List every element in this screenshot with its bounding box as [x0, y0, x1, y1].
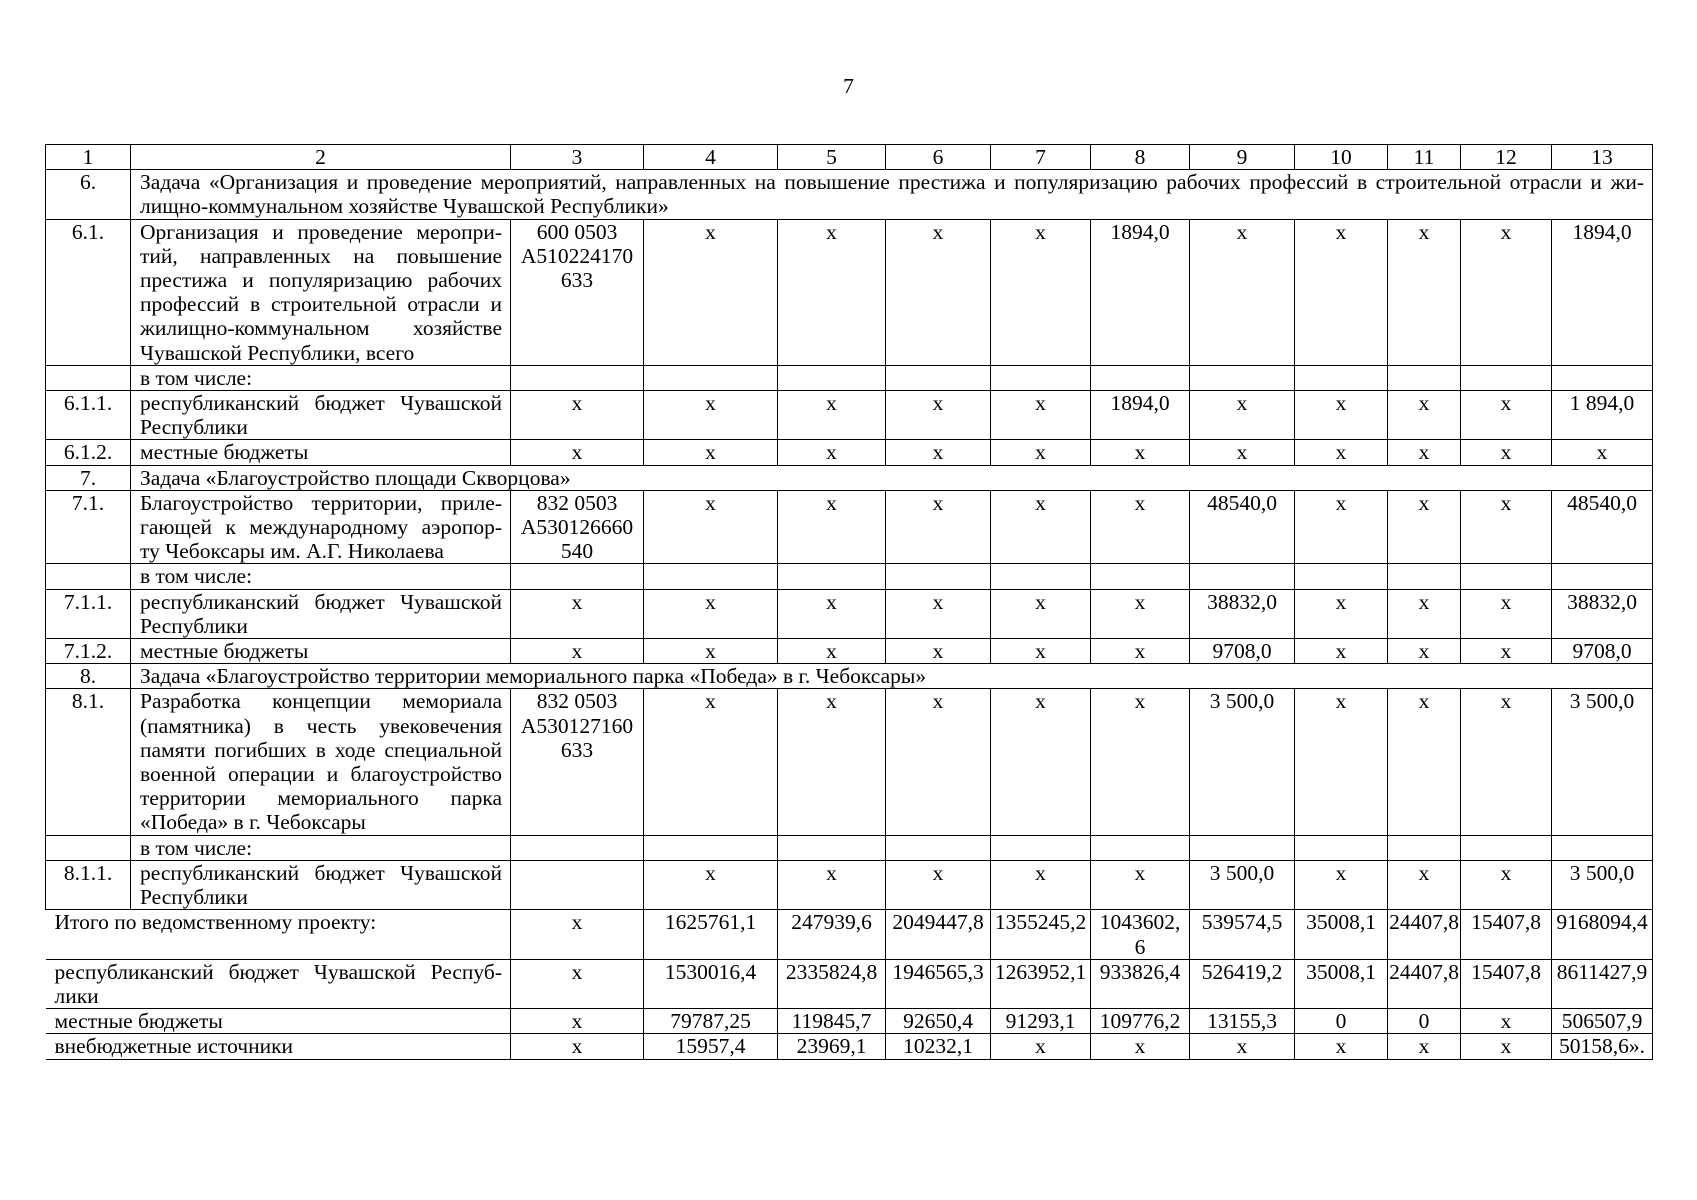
value-cell-col-7: х	[991, 490, 1091, 564]
text-line: 6	[1134, 934, 1146, 959]
total-value-cell-col-5: 2335824,8	[778, 959, 886, 1008]
value-cell-col-11	[1388, 365, 1461, 390]
value-cell-col-10	[1295, 365, 1388, 390]
text-line: гающей к международному аэропор-	[140, 515, 502, 540]
row-number-cell: 8.1.1.	[46, 860, 131, 909]
row-number-cell	[46, 835, 131, 860]
value-cell-col-7: х	[991, 689, 1091, 835]
total-value-cell-col-12: 15407,8	[1461, 959, 1552, 1008]
value-cell-col-13: 3 500,0	[1552, 689, 1653, 835]
text-line: А510224170	[520, 243, 634, 268]
text-line: Благоустройство территории, приле-	[140, 490, 502, 515]
column-number-header: 5	[778, 145, 886, 170]
value-cell-col-10: х	[1295, 219, 1388, 365]
row-name-cell	[131, 639, 511, 664]
budget-code-cell	[511, 490, 644, 564]
total-value-cell-col-13: 50158,6».	[1552, 1034, 1653, 1059]
text-line: 832 0503	[536, 689, 618, 714]
column-number-header: 13	[1552, 145, 1653, 170]
text-line: республиканский бюджет Чувашской	[140, 589, 502, 614]
value-cell-col-4: х	[644, 689, 778, 835]
value-cell-col-13	[1552, 365, 1653, 390]
value-cell-col-10	[1295, 835, 1388, 860]
value-cell-col-6	[886, 835, 991, 860]
text-line: памяти погибших в ходе специальной	[140, 737, 502, 762]
text-line: ту Чебоксары им. А.Г. Николаева	[140, 539, 444, 564]
table-row	[46, 689, 1653, 835]
total-code-cell: х	[511, 910, 644, 959]
value-cell-col-11: х	[1388, 589, 1461, 638]
value-cell-col-7: х	[991, 639, 1091, 664]
table-row	[46, 490, 1653, 564]
total-value-cell-col-7: 91293,1	[991, 1009, 1091, 1034]
total-label-cell	[46, 910, 511, 959]
value-cell-col-8: х	[1091, 860, 1190, 909]
text-line: территории мемориального парка	[140, 786, 502, 811]
text-line: х	[571, 589, 583, 614]
value-cell-col-8	[1091, 365, 1190, 390]
value-cell-col-5	[778, 365, 886, 390]
text-line: х	[571, 440, 583, 465]
total-value-cell-col-9: 526419,2	[1190, 959, 1295, 1008]
column-number-header: 9	[1190, 145, 1295, 170]
budget-code-cell	[511, 365, 644, 390]
column-number-header: 2	[131, 145, 511, 170]
row-number-cell	[46, 365, 131, 390]
value-cell-col-8: 1894,0	[1091, 219, 1190, 365]
value-cell-col-10: х	[1295, 689, 1388, 835]
budget-code-cell	[511, 835, 644, 860]
text-line: Республики	[140, 613, 248, 638]
table-row	[46, 639, 1653, 664]
text-line: А530127160	[520, 713, 634, 738]
budget-code-cell	[511, 689, 644, 835]
budget-code-cell	[511, 391, 644, 440]
value-cell-col-7	[991, 564, 1091, 589]
text-line: местные бюджеты	[54, 1009, 223, 1034]
text-line: 600 0503	[536, 219, 618, 244]
text-line: Разработка концепции мемориала	[140, 689, 502, 714]
value-cell-col-6	[886, 564, 991, 589]
row-name-cell	[131, 689, 511, 835]
value-cell-col-9	[1190, 835, 1295, 860]
text-line: местные бюджеты	[140, 639, 309, 664]
value-cell-col-12: х	[1461, 440, 1552, 465]
value-cell-col-12	[1461, 365, 1552, 390]
value-cell-col-11: х	[1388, 639, 1461, 664]
value-cell-col-4: х	[644, 860, 778, 909]
total-code-cell: х	[511, 959, 644, 1008]
value-cell-col-6: х	[886, 391, 991, 440]
total-value-cell-col-10: х	[1295, 1034, 1388, 1059]
value-cell-col-10: х	[1295, 490, 1388, 564]
task-title-cell	[131, 465, 1653, 490]
task-row	[46, 170, 1653, 219]
value-cell-col-13	[1552, 564, 1653, 589]
value-cell-col-8: х	[1091, 490, 1190, 564]
total-value-cell-col-10: 0	[1295, 1009, 1388, 1034]
total-value-cell-col-4: 15957,4	[644, 1034, 778, 1059]
value-cell-col-13: 38832,0	[1552, 589, 1653, 638]
value-cell-col-8: х	[1091, 440, 1190, 465]
value-cell-col-6: х	[886, 490, 991, 564]
text-line: местные бюджеты	[140, 440, 309, 465]
text-line: престижа и популяризацию рабочих	[140, 268, 502, 293]
total-value-cell-col-13: 506507,9	[1552, 1009, 1653, 1034]
value-cell-col-11: х	[1388, 440, 1461, 465]
total-label-cell	[46, 959, 511, 1008]
total-value-cell-col-11: 24407,8	[1388, 910, 1461, 959]
row-name-cell	[131, 835, 511, 860]
row-name-cell	[131, 589, 511, 638]
value-cell-col-9: 38832,0	[1190, 589, 1295, 638]
total-value-cell-col-12: х	[1461, 1009, 1552, 1034]
row-name-cell	[131, 219, 511, 365]
budget-code-cell	[511, 589, 644, 638]
value-cell-col-12	[1461, 835, 1552, 860]
value-cell-col-10: х	[1295, 440, 1388, 465]
text-line: Чувашской Республики, всего	[140, 340, 415, 365]
row-number-cell: 7.1.1.	[46, 589, 131, 638]
text-line: А530126660	[520, 515, 634, 540]
row-name-cell	[131, 860, 511, 909]
value-cell-col-4: х	[644, 391, 778, 440]
total-value-cell-col-6: 2049447,8	[886, 910, 991, 959]
text-line: Задача «Благоустройство площади Скворцова»	[140, 465, 571, 490]
text-line: профессий в строительной отрасли и	[140, 292, 502, 317]
budget-code-cell	[511, 219, 644, 365]
total-value-cell-col-9: х	[1190, 1034, 1295, 1059]
total-value-cell-col-5: 23969,1	[778, 1034, 886, 1059]
budget-code-cell	[511, 564, 644, 589]
total-value-cell-col-8: х	[1091, 1034, 1190, 1059]
value-cell-col-6: х	[886, 639, 991, 664]
value-cell-col-11: х	[1388, 860, 1461, 909]
text-line: «Победа» в г. Чебоксары	[140, 810, 366, 835]
total-code-cell: х	[511, 1034, 644, 1059]
text-line: внебюджетные источники	[54, 1034, 294, 1059]
total-value-cell-col-9: 539574,5	[1190, 910, 1295, 959]
text-line: Итого по ведомственному проекту:	[54, 910, 377, 935]
budget-code-cell	[511, 639, 644, 664]
row-number-cell: 8.1.	[46, 689, 131, 835]
text-line: х	[571, 391, 583, 416]
value-cell-col-4	[644, 365, 778, 390]
value-cell-col-10: х	[1295, 639, 1388, 664]
value-cell-col-7	[991, 365, 1091, 390]
row-number-cell: 6.1.1.	[46, 391, 131, 440]
text-line: республиканский бюджет Чувашской	[140, 391, 502, 416]
value-cell-col-6: х	[886, 860, 991, 909]
value-cell-col-5: х	[778, 391, 886, 440]
value-cell-col-12: х	[1461, 639, 1552, 664]
total-value-cell-col-7: 1263952,1	[991, 959, 1091, 1008]
total-value-cell-col-4: 1530016,4	[644, 959, 778, 1008]
value-cell-col-7: х	[991, 391, 1091, 440]
row-name-cell	[131, 391, 511, 440]
text-line: тий, направленных на повышение	[140, 243, 502, 268]
value-cell-col-4	[644, 835, 778, 860]
total-label-cell	[46, 1034, 511, 1059]
text-line: жилищно-коммунальном хозяйстве	[140, 316, 502, 341]
row-number-cell: 6.1.2.	[46, 440, 131, 465]
value-cell-col-13: 1894,0	[1552, 219, 1653, 365]
value-cell-col-6: х	[886, 589, 991, 638]
value-cell-col-5: х	[778, 860, 886, 909]
value-cell-col-8: х	[1091, 689, 1190, 835]
task-title-cell	[131, 664, 1653, 689]
value-cell-col-7: х	[991, 440, 1091, 465]
value-cell-col-9: х	[1190, 219, 1295, 365]
budget-table	[45, 144, 1653, 1060]
value-cell-col-9: 3 500,0	[1190, 860, 1295, 909]
page-number: 7	[843, 74, 854, 98]
column-number-header: 11	[1388, 145, 1461, 170]
budget-code-cell	[511, 440, 644, 465]
row-name-cell	[131, 490, 511, 564]
total-value-cell-col-13: 8611427,9	[1552, 959, 1653, 1008]
total-value-cell-col-10: 35008,1	[1295, 959, 1388, 1008]
total-value-cell-col-10: 35008,1	[1295, 910, 1388, 959]
value-cell-col-12: х	[1461, 589, 1552, 638]
value-cell-col-8	[1091, 564, 1190, 589]
value-cell-col-13: 1 894,0	[1552, 391, 1653, 440]
value-cell-col-6: х	[886, 440, 991, 465]
value-cell-col-12: х	[1461, 689, 1552, 835]
total-value-cell-col-5: 119845,7	[778, 1009, 886, 1034]
table-row	[46, 440, 1653, 465]
total-value-cell-col-11: 24407,8	[1388, 959, 1461, 1008]
column-number-header: 6	[886, 145, 991, 170]
column-number-header: 1	[46, 145, 131, 170]
row-name-cell	[131, 440, 511, 465]
value-cell-col-7: х	[991, 860, 1091, 909]
text-line: Организация и проведение меропри-	[140, 219, 502, 244]
total-value-cell-col-6: 10232,1	[886, 1034, 991, 1059]
total-value-cell-col-4: 1625761,1	[644, 910, 778, 959]
row-number-cell: 7.1.	[46, 490, 131, 564]
task-row	[46, 465, 1653, 490]
text-line: 832 0503	[536, 490, 618, 515]
value-cell-col-11: х	[1388, 391, 1461, 440]
text-line: в том числе:	[140, 835, 253, 860]
text-line: лики	[54, 983, 99, 1008]
total-value-cell-col-11: х	[1388, 1034, 1461, 1059]
row-number-cell: 6.1.	[46, 219, 131, 365]
value-cell-col-6: х	[886, 689, 991, 835]
total-value-cell-col-8: 109776,2	[1091, 1009, 1190, 1034]
task-title-cell	[131, 170, 1653, 219]
value-cell-col-5: х	[778, 689, 886, 835]
value-cell-col-10	[1295, 564, 1388, 589]
total-value-cell-col-8	[1091, 910, 1190, 959]
value-cell-col-9: 3 500,0	[1190, 689, 1295, 835]
value-cell-col-11: х	[1388, 219, 1461, 365]
total-value-cell-col-4: 79787,25	[644, 1009, 778, 1034]
value-cell-col-12: х	[1461, 219, 1552, 365]
total-value-cell-col-6: 92650,4	[886, 1009, 991, 1034]
value-cell-col-13: 48540,0	[1552, 490, 1653, 564]
value-cell-col-4: х	[644, 589, 778, 638]
table-row	[46, 365, 1653, 390]
value-cell-col-12	[1461, 564, 1552, 589]
column-number-header: 12	[1461, 145, 1552, 170]
text-line: военной операции и благоустройство	[140, 762, 502, 787]
total-value-cell-col-11: 0	[1388, 1009, 1461, 1034]
value-cell-col-13: 3 500,0	[1552, 860, 1653, 909]
column-number-header: 8	[1091, 145, 1190, 170]
total-value-cell-col-7: 1355245,2	[991, 910, 1091, 959]
value-cell-col-7	[991, 835, 1091, 860]
total-row	[46, 1034, 1653, 1059]
column-number-header: 3	[511, 145, 644, 170]
value-cell-col-12: х	[1461, 490, 1552, 564]
task-row	[46, 664, 1653, 689]
total-row	[46, 1009, 1653, 1034]
total-value-cell-col-6: 1946565,3	[886, 959, 991, 1008]
value-cell-col-11	[1388, 835, 1461, 860]
total-value-cell-col-9: 13155,3	[1190, 1009, 1295, 1034]
text-line: Задача «Благоустройство территории мемориального парка «Победа» в г. Чебоксары»	[140, 664, 927, 689]
value-cell-col-9	[1190, 564, 1295, 589]
total-value-cell-col-12: 15407,8	[1461, 910, 1552, 959]
table-row	[46, 219, 1653, 365]
value-cell-col-6: х	[886, 219, 991, 365]
total-value-cell-col-13: 9168094,4	[1552, 910, 1653, 959]
column-number-header: 10	[1295, 145, 1388, 170]
value-cell-col-4: х	[644, 219, 778, 365]
row-number-cell	[46, 564, 131, 589]
table-row	[46, 391, 1653, 440]
value-cell-col-4	[644, 564, 778, 589]
value-cell-col-5: х	[778, 490, 886, 564]
text-line: республиканский бюджет Чувашской Респуб-	[54, 959, 502, 984]
value-cell-col-9: х	[1190, 440, 1295, 465]
text-line: Республики	[140, 415, 248, 440]
value-cell-col-5	[778, 564, 886, 589]
task-number-cell: 8.	[46, 664, 131, 689]
value-cell-col-5: х	[778, 440, 886, 465]
value-cell-col-11	[1388, 564, 1461, 589]
total-row	[46, 910, 1653, 959]
value-cell-col-12: х	[1461, 391, 1552, 440]
value-cell-col-4: х	[644, 490, 778, 564]
total-code-cell: х	[511, 1009, 644, 1034]
value-cell-col-8	[1091, 835, 1190, 860]
column-number-header: 7	[991, 145, 1091, 170]
value-cell-col-9: х	[1190, 391, 1295, 440]
value-cell-col-10: х	[1295, 860, 1388, 909]
value-cell-col-11: х	[1388, 490, 1461, 564]
text-line: 633	[560, 737, 594, 762]
table-row	[46, 589, 1653, 638]
table-row	[46, 860, 1653, 909]
text-line: республиканский бюджет Чувашской	[140, 860, 502, 885]
value-cell-col-5	[778, 835, 886, 860]
total-value-cell-col-5: 247939,6	[778, 910, 886, 959]
table-body	[46, 145, 1653, 1060]
value-cell-col-8: х	[1091, 639, 1190, 664]
value-cell-col-13: х	[1552, 440, 1653, 465]
total-value-cell-col-8: 933826,4	[1091, 959, 1190, 1008]
text-line: (памятника) в честь увековечения	[140, 713, 502, 738]
value-cell-col-9: 48540,0	[1190, 490, 1295, 564]
task-number-cell: 6.	[46, 170, 131, 219]
budget-code-cell	[511, 860, 644, 909]
value-cell-col-7: х	[991, 589, 1091, 638]
value-cell-col-7: х	[991, 219, 1091, 365]
total-value-cell-col-7: х	[991, 1034, 1091, 1059]
column-number-row	[46, 145, 1653, 170]
value-cell-col-10: х	[1295, 391, 1388, 440]
value-cell-col-13: 9708,0	[1552, 639, 1653, 664]
text-line: в том числе:	[140, 564, 253, 589]
text-line: в том числе:	[140, 365, 253, 390]
text-line: Задача «Организация и проведение мероприятий, направленных на повышение престижа и популяризацию рабочих профессий в строительной отрасли и жи-	[140, 170, 1644, 195]
total-label-cell	[46, 1009, 511, 1034]
value-cell-col-5: х	[778, 639, 886, 664]
column-number-header: 4	[644, 145, 778, 170]
total-row	[46, 959, 1653, 1008]
value-cell-col-9	[1190, 365, 1295, 390]
row-name-cell	[131, 365, 511, 390]
text-line: х	[571, 639, 583, 664]
value-cell-col-13	[1552, 835, 1653, 860]
task-number-cell: 7.	[46, 465, 131, 490]
value-cell-col-12: х	[1461, 860, 1552, 909]
total-value-cell-col-12: х	[1461, 1034, 1552, 1059]
value-cell-col-8: 1894,0	[1091, 391, 1190, 440]
value-cell-col-11: х	[1388, 689, 1461, 835]
row-number-cell: 7.1.2.	[46, 639, 131, 664]
text-line: 540	[560, 539, 594, 564]
value-cell-col-8: х	[1091, 589, 1190, 638]
value-cell-col-4: х	[644, 440, 778, 465]
value-cell-col-4: х	[644, 639, 778, 664]
text-line: 1043602,	[1099, 910, 1181, 935]
text-line: 633	[560, 268, 594, 293]
value-cell-col-5: х	[778, 219, 886, 365]
table-row	[46, 835, 1653, 860]
text-line: Республики	[140, 885, 248, 910]
value-cell-col-9: 9708,0	[1190, 639, 1295, 664]
value-cell-col-6	[886, 365, 991, 390]
value-cell-col-10: х	[1295, 589, 1388, 638]
row-name-cell	[131, 564, 511, 589]
value-cell-col-5: х	[778, 589, 886, 638]
table-row	[46, 564, 1653, 589]
text-line: лищно-коммунальном хозяйстве Чувашской Республики»	[140, 194, 669, 219]
